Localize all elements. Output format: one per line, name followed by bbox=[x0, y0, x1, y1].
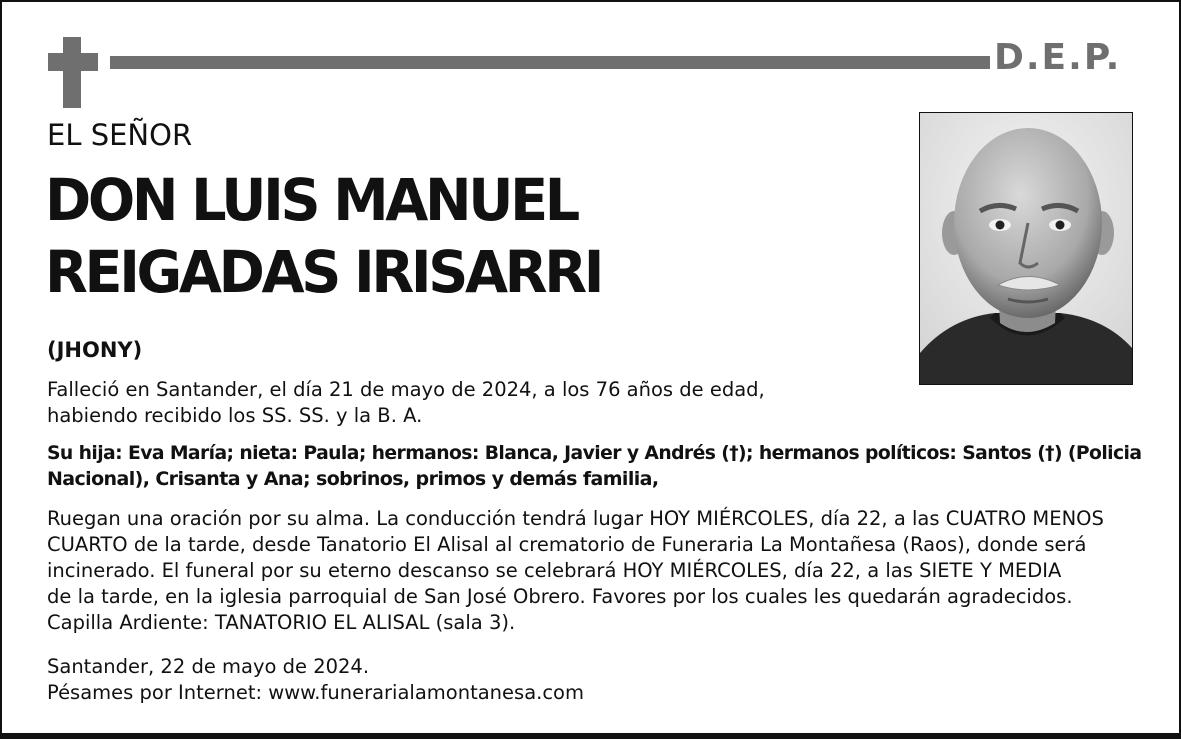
name-line-1: DON LUIS MANUEL bbox=[45, 166, 577, 234]
ceremony-line-1: Ruegan una oración por su alma. La conducción tendrá lugar HOY MIÉRCOLES, día 22, a las CUATRO MENOS bbox=[47, 507, 1104, 530]
ceremony-line-5: Capilla Ardiente: TANATORIO EL ALISAL (sala 3). bbox=[47, 611, 516, 634]
cross-vertical-bar bbox=[63, 37, 81, 108]
nickname: (JHONY) bbox=[47, 338, 143, 362]
family-line-2: Nacional), Crisanta y Ana; sobrinos, primos y demás familia, bbox=[47, 468, 659, 490]
ceremony-line-3: incinerado. El funeral por su eterno descanso se celebrará HOY MIÉRCOLES, día 22, a las SIETE Y MEDIA bbox=[47, 559, 1062, 582]
ceremony-line-4: de la tarde, en la iglesia parroquial de San José Obrero. Favores por los cuales les quedarán agradecidos. bbox=[47, 585, 1073, 608]
name-line-2: REIGADAS IRISARRI bbox=[45, 238, 602, 306]
cross-horizontal-bar bbox=[48, 53, 98, 71]
condolences-link: Pésames por Internet: www.funerarialamontanesa.com bbox=[47, 681, 584, 704]
ceremony-line-2: CUARTO de la tarde, desde Tanatorio El Alisal al crematorio de Funeraria La Montañesa (Raos), donde será bbox=[47, 533, 1087, 556]
death-line-1: Falleció en Santander, el día 21 de mayo de 2024, a los 76 años de edad, bbox=[47, 378, 765, 401]
honorific: EL SEÑOR bbox=[47, 118, 193, 152]
dep-label: D.E.P. bbox=[994, 37, 1122, 78]
header-rule bbox=[110, 56, 990, 69]
family-line-1: Su hija: Eva María; nieta: Paula; hermanos: Blanca, Javier y Andrés (†); hermanos políticos: Santos (†) (Policia bbox=[47, 442, 1142, 464]
deceased-name bbox=[45, 164, 601, 308]
death-line-2: habiendo recibido los SS. SS. y la B. A. bbox=[47, 404, 423, 427]
portrait-photo bbox=[919, 112, 1133, 385]
place-date: Santander, 22 de mayo de 2024. bbox=[47, 655, 370, 678]
